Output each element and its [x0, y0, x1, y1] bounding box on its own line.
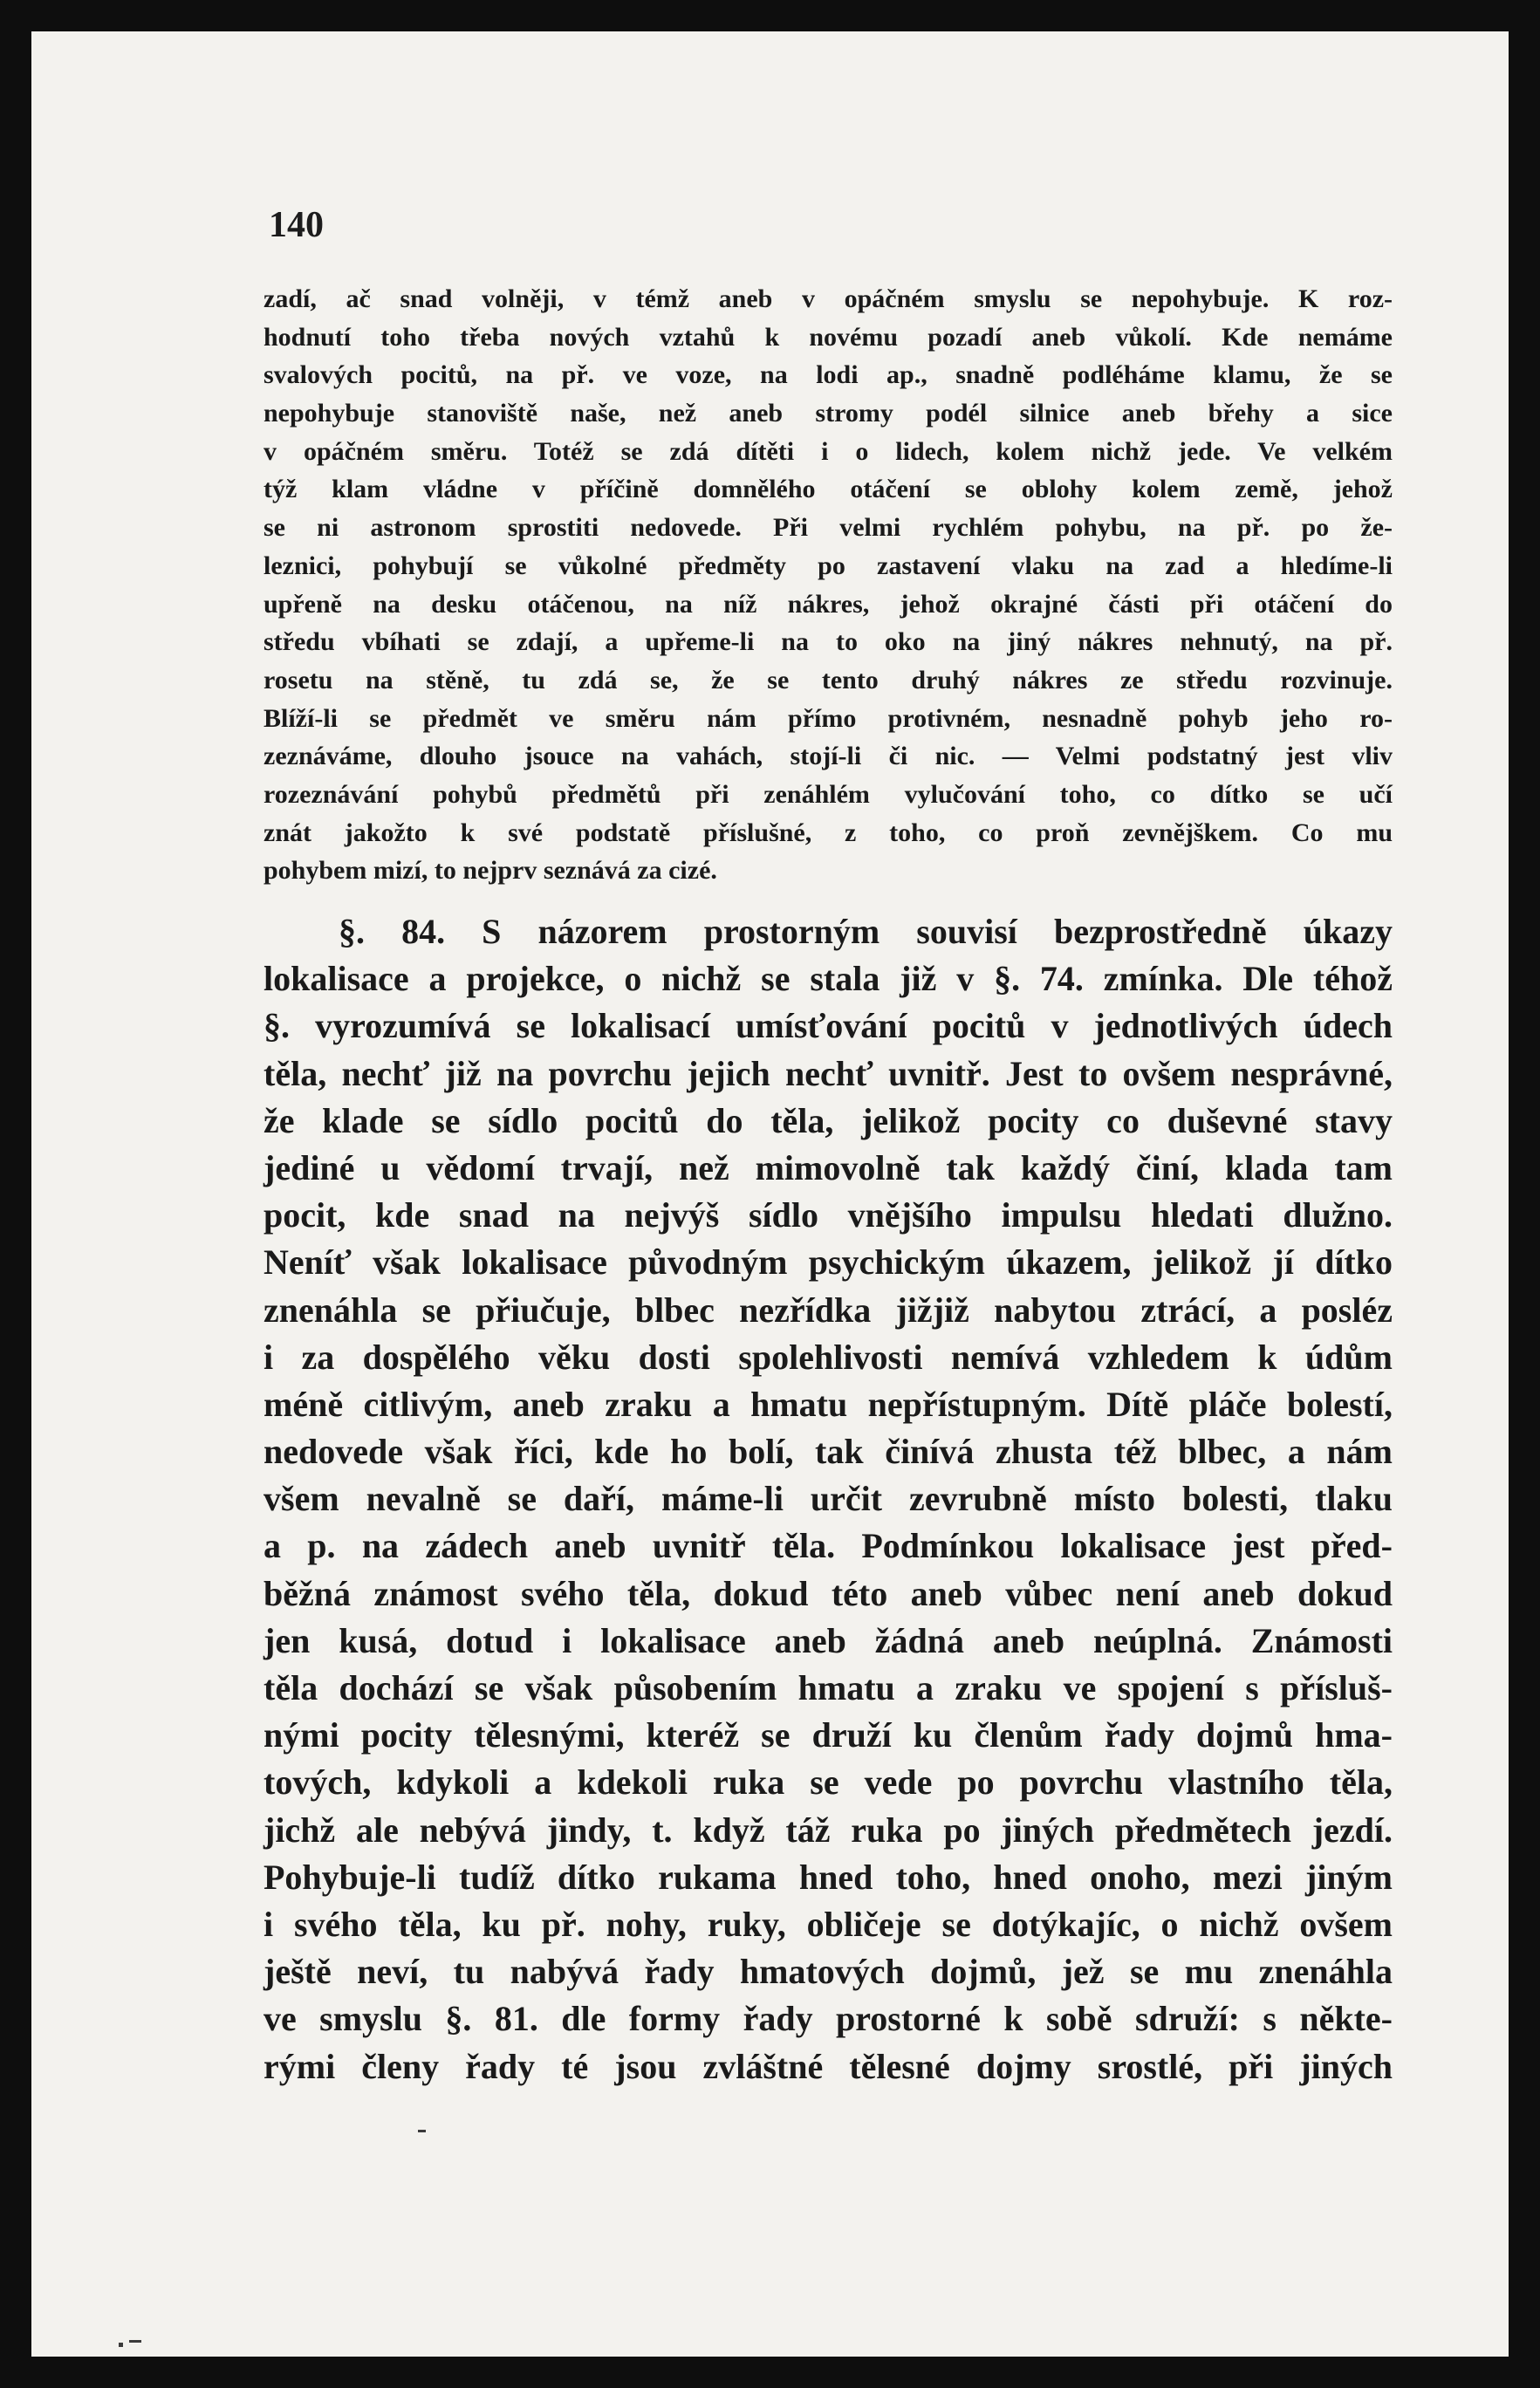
text-line: ještě neví, tu nabývá řady hmatových dojmů, jež se mu znenáhla: [264, 1952, 1393, 1992]
text-line: těla dochází se však působením hmatu a zraku ve spojení s přísluš-: [264, 1668, 1393, 1707]
text-line: i za dospělého věku dosti spolehlivosti nemívá vzhledem k údům: [264, 1337, 1393, 1377]
text-line: jediné u vědomí trvají, než mimovolně tak každý činí, klada tam: [264, 1147, 1393, 1187]
text-line: těla, nechť již na povrchu jejich nechť uvnitř. Jest to ovšem nesprávné,: [264, 1053, 1393, 1093]
text-line: týž klam vládne v příčině domnělého otáčení se oblohy kolem země, jehož: [264, 475, 1393, 504]
text-line: lokalisace a projekce, o nichž se stala již v §. 74. zmínka. Dle téhož: [264, 959, 1393, 999]
print-mark: [418, 2130, 426, 2132]
text-line: jen kusá, dotud i lokalisace aneb žádná aneb neúplná. Známosti: [264, 1620, 1393, 1660]
text-line: pocit, kde snad na nejvýš sídlo vnějšího impulsu hledati dlužno.: [264, 1195, 1393, 1235]
text-line: běžná známost svého těla, dokud této aneb vůbec není aneb dokud: [264, 1573, 1393, 1613]
text-line: se ni astronom sprostiti nedovede. Při velmi rychlém pohybu, na př. po že-: [264, 513, 1393, 543]
text-line: §. 84. S názorem prostorným souvisí bezprostředně úkazy: [339, 912, 1393, 951]
text-line: leznici, pohybují se vůkolné předměty po zastavení vlaku na zad a hledíme-li: [264, 551, 1393, 580]
text-line: zeznáváme, dlouho jsouce na vahách, stojí-li či nic. — Velmi podstatný jest vliv: [264, 742, 1393, 771]
text-line: méně citlivým, aneb zraku a hmatu nepřístupným. Dítě pláče bolestí,: [264, 1384, 1393, 1424]
text-line: §. vyrozumívá se lokalisací umísťování pocitů v jednotlivých údech: [264, 1006, 1393, 1046]
text-line: a p. na zádech aneb uvnitř těla. Podmínkou lokalisace jest před-: [264, 1526, 1393, 1566]
text-line: znenáhla se přiučuje, blbec nezřídka jižjiž nabytou ztrácí, a posléz: [264, 1290, 1393, 1330]
page-number: 140: [269, 205, 324, 245]
text-line: rými členy řady té jsou zvláštné tělesné dojmy srostlé, při jiných: [264, 2046, 1393, 2086]
text-line: rozeznávání pohybů předmětů při zenáhlém vylučování toho, co dítko se učí: [264, 779, 1393, 809]
text-line: že klade se sídlo pocitů do těla, jelikož pocity co duševné stavy: [264, 1100, 1393, 1140]
text-line: pohybem mizí, to nejprv seznává za cizé.: [264, 856, 717, 886]
text-line: ve smyslu §. 81. dle formy řady prostorné k sobě sdruží: s někte-: [264, 1999, 1393, 2039]
text-line: středu vbíhati se zdají, a upřeme-li na to oko na jiný nákres nehnutý, na př.: [264, 627, 1393, 657]
text-line: upřeně na desku otáčenou, na níž nákres, jehož okrajné části při otáčení do: [264, 589, 1393, 619]
text-line: hodnutí toho třeba nových vztahů k novému pozadí aneb vůkolí. Kde nemáme: [264, 322, 1393, 352]
section-84-paragraph: [264, 908, 1393, 2090]
paragraph-continuation: [264, 280, 1393, 890]
print-mark: [129, 2340, 141, 2343]
book-page: [31, 31, 1509, 2357]
text-line: nými pocity tělesnými, kteréž se druží ku členům řady dojmů hma-: [264, 1715, 1393, 1755]
text-line: tových, kdykoli a kdekoli ruka se vede po povrchu vlastního těla,: [264, 1762, 1393, 1803]
text-line: nepohybuje stanoviště naše, než aneb stromy podél silnice aneb břehy a sice: [264, 399, 1393, 428]
text-line: Blíží-li se předmět ve směru nám přímo protivném, nesnadně pohyb jeho ro-: [264, 703, 1393, 733]
text-line: i svého těla, ku př. nohy, ruky, obličeje se dotýkajíc, o nichž ovšem: [264, 1904, 1393, 1944]
text-line: svalových pocitů, na př. ve voze, na lodi ap., snadně podléháme klamu, že se: [264, 360, 1393, 390]
text-line: v opáčném směru. Totéž se zdá dítěti i o lidech, kolem nichž jede. Ve velkém: [264, 436, 1393, 466]
text-line: zadí, ač snad volněji, v témž aneb v opáčném smyslu se nepohybuje. K roz-: [264, 284, 1393, 313]
text-line: Neníť však lokalisace původným psychickým úkazem, jelikož jí dítko: [264, 1242, 1393, 1283]
text-line: znát jakožto k své podstatě příslušné, z toho, co proň zevnějškem. Co mu: [264, 818, 1393, 847]
print-mark: [119, 2343, 123, 2347]
text-line: Pohybuje-li tudíž dítko rukama hned toho, hned onoho, mezi jiným: [264, 1857, 1393, 1897]
text-line: všem nevalně se daří, máme-li určit zevrubně místo bolesti, tlaku: [264, 1479, 1393, 1519]
text-line: rosetu na stěně, tu zdá se, že se tento druhý nákres ze středu rozvinuje.: [264, 665, 1393, 695]
text-line: nedovede však říci, kde ho bolí, tak činívá zhusta též blbec, a nám: [264, 1432, 1393, 1472]
text-line: jichž ale nebývá jindy, t. když táž ruka po jiných předmětech jezdí.: [264, 1810, 1393, 1850]
